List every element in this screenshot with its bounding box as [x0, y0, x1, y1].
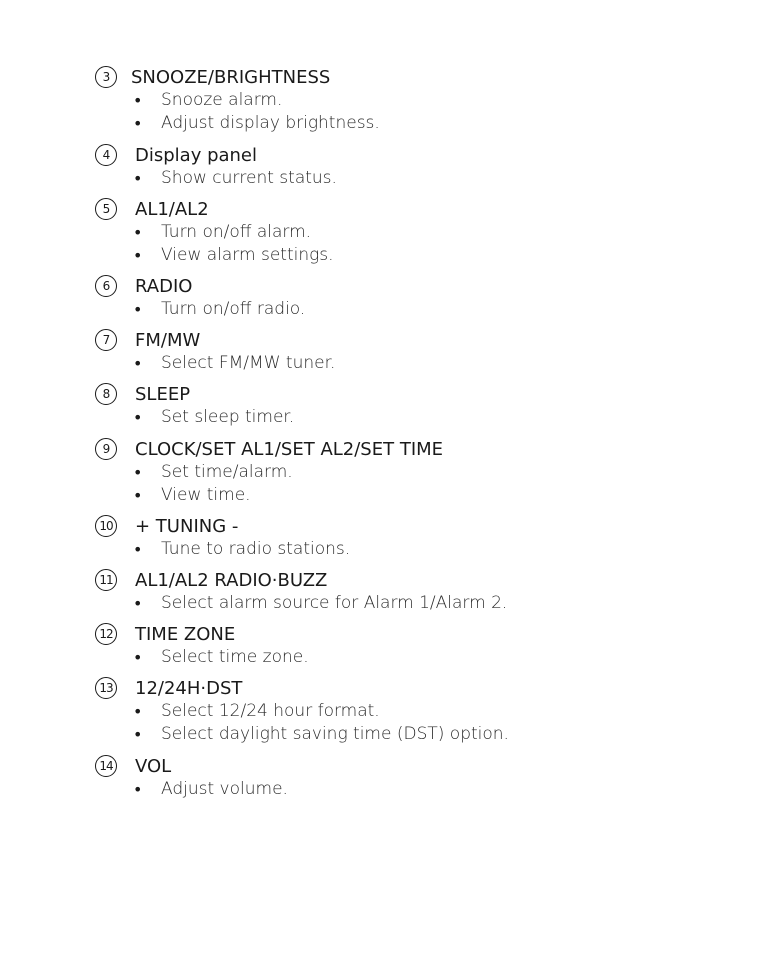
list-item: • Select FM/MW tuner. — [95, 352, 695, 375]
bullet: • — [133, 463, 143, 482]
list-item: • Select alarm source for Alarm 1/Alarm 2. — [95, 592, 695, 615]
list-item: • Turn on/off alarm. — [95, 221, 695, 244]
bullet: • — [133, 702, 143, 721]
circled-number: 6 — [95, 275, 117, 297]
entry-title: TIME ZONE — [135, 623, 236, 645]
bullet: • — [133, 540, 143, 559]
circled-number: 7 — [95, 329, 117, 351]
circled-number: 11 — [95, 569, 117, 591]
entry-heading — [95, 382, 695, 406]
entry-title: + TUNING - — [135, 515, 239, 537]
circled-number: 9 — [95, 438, 117, 460]
sub-list — [95, 352, 695, 375]
entry-heading — [95, 514, 695, 538]
list-item: • Select time zone. — [95, 646, 695, 669]
list-item: • View time. — [95, 484, 695, 507]
entry-title: FM/MW — [135, 329, 201, 351]
sub-list — [95, 646, 695, 669]
entry-title: RADIO — [135, 275, 193, 297]
bullet: • — [133, 223, 143, 242]
entry-display-panel — [95, 143, 695, 190]
entry-title: VOL — [135, 755, 172, 777]
circled-number: 5 — [95, 198, 117, 220]
entry-sleep — [95, 382, 695, 429]
entry-snooze-brightness — [95, 65, 695, 135]
bullet: • — [133, 648, 143, 667]
entry-title: 12/24H·DST — [135, 677, 243, 699]
circled-number: 3 — [95, 66, 117, 88]
circled-number: 10 — [95, 515, 117, 537]
bullet: • — [133, 408, 143, 427]
entry-heading — [95, 143, 695, 167]
list-item: • Set sleep timer. — [95, 406, 695, 429]
entry-alarm-source — [95, 568, 695, 615]
entry-radio — [95, 274, 695, 321]
list-item: • Turn on/off radio. — [95, 298, 695, 321]
list-item: • Set time/alarm. — [95, 461, 695, 484]
entry-heading — [95, 65, 695, 89]
entry-time-zone — [95, 622, 695, 669]
entry-heading — [95, 754, 695, 778]
entry-title: Display panel — [135, 144, 258, 166]
sub-list — [95, 298, 695, 321]
bullet: • — [133, 114, 143, 133]
bullet: • — [133, 594, 143, 613]
entry-heading — [95, 197, 695, 221]
bullet: • — [133, 169, 143, 188]
sub-list — [95, 700, 695, 746]
list-item: • Adjust display brightness. — [95, 112, 695, 135]
entry-clock-set — [95, 437, 695, 507]
bullet: • — [133, 725, 143, 744]
entry-heading — [95, 437, 695, 461]
entry-heading — [95, 274, 695, 298]
list-item: • View alarm settings. — [95, 244, 695, 267]
list-item: • Show current status. — [95, 167, 695, 190]
entry-vol — [95, 754, 695, 801]
entry-title: AL1/AL2 — [135, 198, 209, 220]
entry-heading — [95, 622, 695, 646]
list-item: • Adjust volume. — [95, 778, 695, 801]
bullet: • — [133, 91, 143, 110]
list-item: • Select 12/24 hour format. — [95, 700, 695, 723]
entry-tuning — [95, 514, 695, 561]
circled-number: 8 — [95, 383, 117, 405]
entry-12-24h-dst — [95, 676, 695, 746]
sub-list — [95, 461, 695, 507]
entry-heading — [95, 328, 695, 352]
sub-list — [95, 778, 695, 801]
circled-number: 12 — [95, 623, 117, 645]
sub-list — [95, 167, 695, 190]
entry-fm-mw — [95, 328, 695, 375]
list-item: • Snooze alarm. — [95, 89, 695, 112]
entry-heading — [95, 568, 695, 592]
circled-number: 4 — [95, 144, 117, 166]
entry-heading — [95, 676, 695, 700]
list-item: • Tune to radio stations. — [95, 538, 695, 561]
entry-title: CLOCK/SET AL1/SET AL2/SET TIME — [135, 438, 444, 460]
bullet: • — [133, 246, 143, 265]
entry-title: SLEEP — [135, 383, 191, 405]
sub-list — [95, 406, 695, 429]
bullet: • — [133, 354, 143, 373]
bullet: • — [133, 486, 143, 505]
list-item: • Select daylight saving time (DST) option. — [95, 723, 695, 746]
entry-title: SNOOZE/BRIGHTNESS — [131, 66, 331, 88]
sub-list — [95, 538, 695, 561]
bullet: • — [133, 780, 143, 799]
circled-number: 13 — [95, 677, 117, 699]
circled-number: 14 — [95, 755, 117, 777]
sub-list — [95, 221, 695, 267]
bullet: • — [133, 300, 143, 319]
sub-list — [95, 592, 695, 615]
entry-al1-al2 — [95, 197, 695, 267]
entry-title: AL1/AL2 RADIO·BUZZ — [135, 569, 328, 591]
sub-list — [95, 89, 695, 135]
